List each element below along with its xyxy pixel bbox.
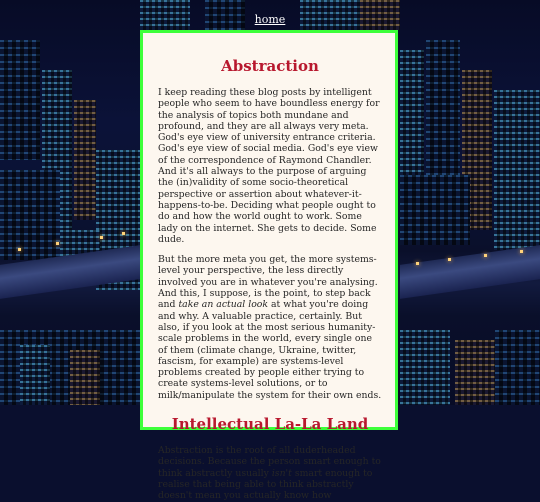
post-title-abstraction: Abstraction: [221, 57, 319, 75]
post-paragraph: I keep reading these blog posts by intelligent people who seem to have boundless energy for the analysis of topics both mundane and profound, and they are all always very meta. God's eye view of university entrance criteria. God's eye view of social media. God's eye view of the correspondence of Raymond Chandler. And it's all always to the purpose of arguing the (in)validity of some socio-theoretical perspective or assertion about whatever-it-happens-to-be. Deciding what people ought to do and how the world ought to work. Some lady on the internet. She gets to decide. Some dude.: [158, 87, 380, 245]
post-paragraph: [158, 445, 382, 501]
top-nav: [0, 8, 540, 27]
emphasis-text: take an actual look: [178, 299, 269, 311]
text-span: Abstraction is the root of all duderheaded decisions. Because the person smart enough to think abstractly usually: [158, 445, 381, 479]
home-link[interactable]: home: [254, 13, 286, 26]
content-panel: [140, 30, 398, 502]
text-span: at what you're doing and why. A valuable practice, certainly. But also, if you look at the most serious humanity-scale problems in the world, every single one of them (climate change, Ukraine, twitter, fascism, for example) are systems-level problems created by people either trying to create systems-level solutions, or to milk/manipulate the system for their own ends.: [158, 299, 382, 401]
post-title-intellectual-la-la-land: Intellectual La-La Land: [171, 415, 369, 434]
emphasis-text: isn't: [271, 467, 292, 479]
text-span: smart enough to realise that being able to think abstractly doesn't mean you actually know how: [158, 467, 373, 502]
post-paragraph: [158, 254, 382, 401]
text-span: But the more meta you get, the more systems-level your perspective, the less directly involved you are in whatever you're analysing. And this, I suppose, is the point, to step back and: [158, 254, 378, 311]
